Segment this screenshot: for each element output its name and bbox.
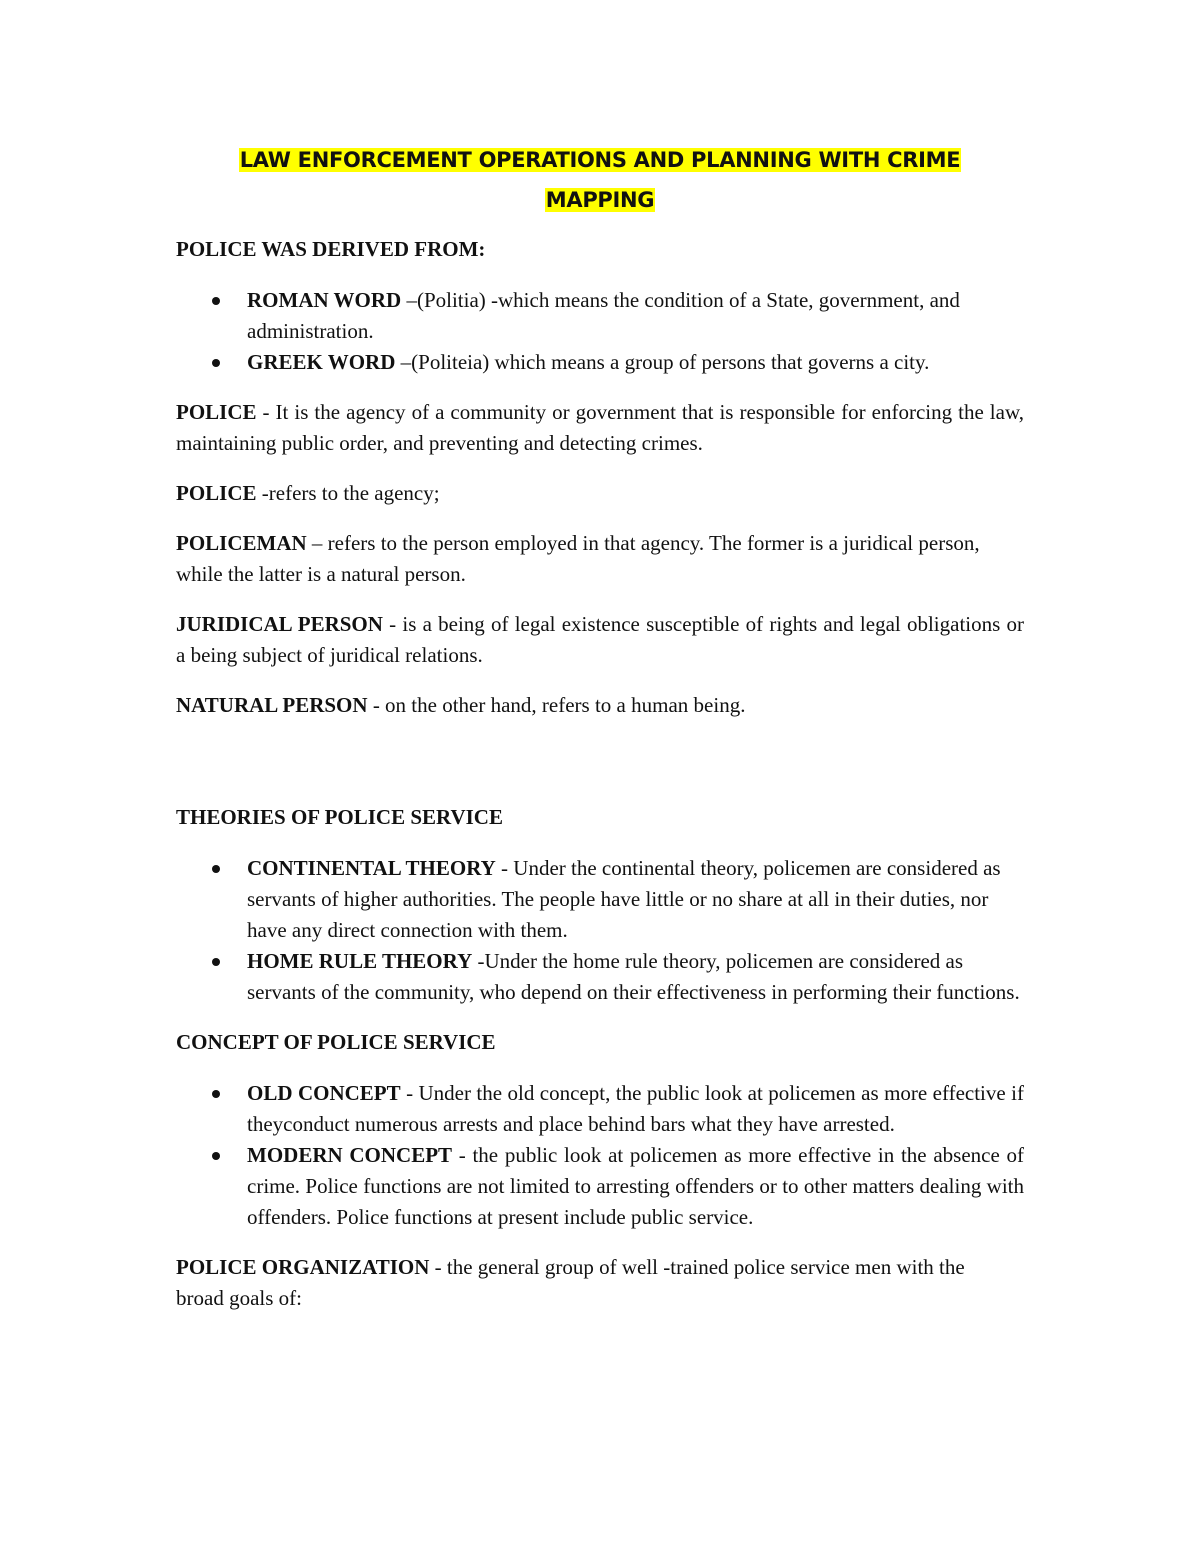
list-item-term: ROMAN WORD	[247, 288, 402, 312]
document-title	[176, 140, 1024, 220]
list-item-term: HOME RULE THEORY	[247, 949, 473, 973]
list-item-term: GREEK WORD	[247, 350, 396, 374]
bullet-icon	[212, 359, 220, 367]
concept-heading: CONCEPT OF POLICE SERVICE	[176, 1030, 496, 1054]
list-item	[176, 853, 1024, 946]
definition-natural-person: NATURAL PERSON - on the other hand, refers to a human being.	[176, 693, 746, 717]
list-item	[176, 946, 1024, 1008]
list-item-text: -Under the home rule theory, policemen are considered as servants of the community, who depend on their effectiveness in performing their functions.	[247, 949, 1020, 1004]
bullet-icon	[212, 1152, 220, 1160]
definition-juridical-person: JURIDICAL PERSON - is a being of legal existence susceptible of rights and legal obligations or a being subject of juridical relations.	[176, 612, 1024, 667]
section-spacer	[176, 740, 1024, 802]
list-item-term: CONTINENTAL THEORY	[247, 856, 496, 880]
list-item	[176, 1140, 1024, 1233]
title-line-2: MAPPING	[545, 188, 655, 212]
list-item-text: - Under the old concept, the public look at policemen as more effective if theyconduct numerous arrests and place behind bars what they have arrested.	[247, 1081, 1024, 1136]
definition-policeman: POLICEMAN – refers to the person employed in that agency. The former is a juridical person, while the latter is a natural person.	[176, 531, 980, 586]
list-item	[176, 1078, 1024, 1140]
list-item-term: OLD CONCEPT	[247, 1081, 401, 1105]
concepts-list	[176, 1078, 1024, 1233]
list-item	[176, 347, 1024, 378]
list-item-text: –(Politia) -which means the condition of a State, government, and administration.	[247, 288, 960, 343]
theories-heading: THEORIES OF POLICE SERVICE	[176, 805, 503, 829]
document-page	[176, 140, 1024, 1333]
definition-police: POLICE - It is the agency of a community or government that is responsible for enforcing the law, maintaining public order, and preventing and detecting crimes.	[176, 400, 1024, 455]
list-item-term: MODERN CONCEPT	[247, 1143, 453, 1167]
list-item	[176, 285, 1024, 347]
bullet-icon	[212, 958, 220, 966]
derived-list	[176, 285, 1024, 378]
title-line-1: LAW ENFORCEMENT OPERATIONS AND PLANNING WITH CRIME	[239, 148, 961, 172]
list-item-text: - Under the continental theory, policemen are considered as servants of higher authorities. The people have little or no share at all in their duties, nor have any direct connection with them.	[247, 856, 1001, 942]
list-item-text: –(Politeia) which means a group of persons that governs a city.	[395, 350, 930, 374]
definition-police-agency: POLICE -refers to the agency;	[176, 481, 440, 505]
list-item-text: - the public look at policemen as more effective in the absence of crime. Police functions are not limited to arresting offenders or to other matters dealing with offenders. Police functions at present include public service.	[247, 1143, 1024, 1229]
theories-list	[176, 853, 1024, 1008]
bullet-icon	[212, 865, 220, 873]
definition-police-organization: POLICE ORGANIZATION - the general group of well -trained police service men with the broad goals of:	[176, 1255, 965, 1310]
derived-heading: POLICE WAS DERIVED FROM:	[176, 237, 486, 261]
bullet-icon	[212, 1090, 220, 1098]
bullet-icon	[212, 297, 220, 305]
